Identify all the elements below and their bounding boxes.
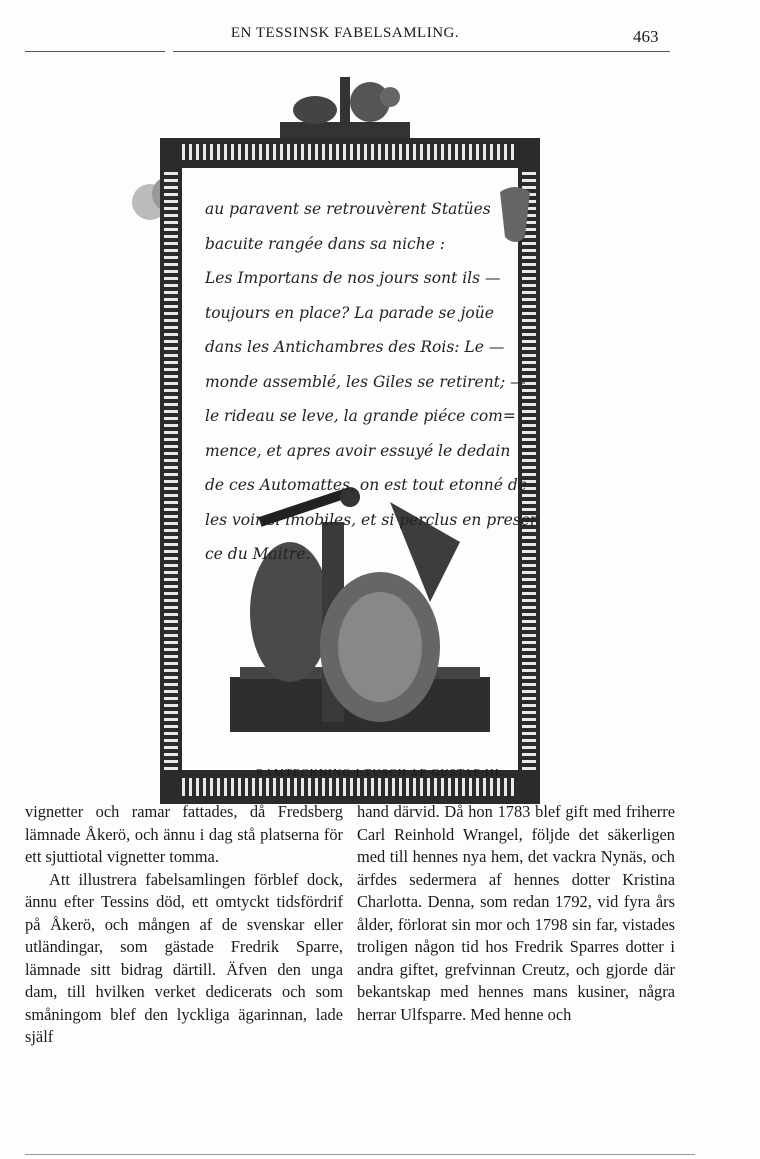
figure-caption: RAMTECKNING I TUSCH AF GUSTAF III. xyxy=(256,767,504,779)
framed-drawing xyxy=(130,72,542,752)
script-line: ce du Maitre. xyxy=(205,545,311,563)
paragraph: hand därvid. Då hon 1783 blef gift med friherre Carl Reinhold Wrangel, följde det säkerligen med till hennes nya hem, det vackra Nynäs, och ärfdes sedermera af hennes dotter Kristina Charlotta. Denna, som redan 1792, vid fyra års ålder, förlorat sin mor och 1798 sin far, vistades troligen någon tid hos Fredrik Sparres dotter i andra giftet, grefvinnan Creutz, och gjorde där bekantskap med hennes mans kusiner, några herrar Ulfsparre. Med henne och xyxy=(357,802,675,1024)
header-rule-left xyxy=(25,51,165,52)
script-line: mence, et apres avoir essuyé le dedain xyxy=(205,441,511,460)
script-line: Les Importans de nos jours sont ils — xyxy=(205,269,501,287)
script-line: le rideau se leve, la grande piéce com= xyxy=(205,407,516,425)
paragraph: Att illustrera fabelsamlingen förblef dock, ännu efter Tessins död, ett omtyckt tidsfördrif på Åkerö, och mången af de svenskar eller utländingar, som gästade Fredrik Sparre, lämnade sitt bidrag därtill. Äfven den unga dam, till hvilken verket dedicerats och som småningom blef den lyckliga ägarinnan, lade själf xyxy=(25,869,343,1046)
body-column-left xyxy=(25,801,343,1049)
frame-meander-top xyxy=(182,144,518,160)
page-edge-rule xyxy=(25,1154,695,1155)
handwritten-fable-text xyxy=(205,192,540,572)
frame-meander-left xyxy=(164,168,178,770)
paragraph: vignetter och ramar fattades, då Fredsberg lämnade Åkerö, och ännu i dag stå platserna för ett sjuttiotal vignetter tomma. xyxy=(25,802,343,866)
trophy-ornament-top-icon xyxy=(270,72,420,142)
frame-meander-bottom xyxy=(182,778,518,796)
script-line: dans les Antichambres des Rois: Le — xyxy=(205,338,505,356)
header-rule xyxy=(173,51,670,52)
running-title: EN TESSINSK FABELSAMLING. xyxy=(230,25,460,41)
script-line: monde assemblé, les Giles se retirent; — xyxy=(205,372,526,391)
script-line: de ces Automattes, on est tout etonné de xyxy=(205,476,527,494)
script-line: toujours en place? La parade se joüe xyxy=(205,303,494,322)
script-line: au paravent se retrouvèrent Statües xyxy=(205,200,491,218)
page-number: 463 xyxy=(633,27,659,46)
body-column-right xyxy=(357,801,675,1026)
script-line: les voir si imobiles, et si perclus en presen xyxy=(205,510,540,529)
script-line: bacuite rangée dans sa niche : xyxy=(205,234,446,253)
